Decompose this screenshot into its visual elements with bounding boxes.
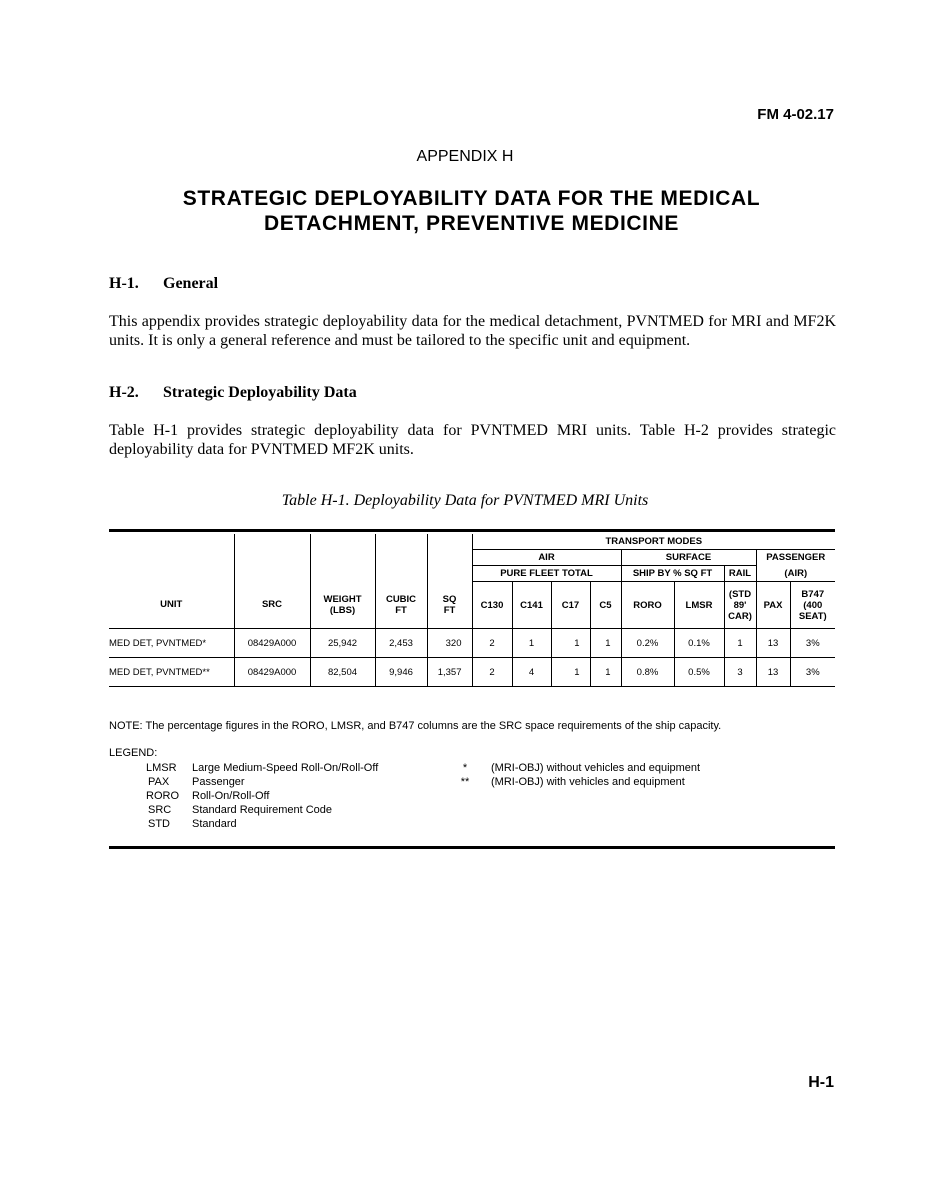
cell-c141: 4 [512, 658, 551, 687]
legend-symbol: ** [460, 776, 470, 788]
section-number: H-2. [109, 384, 139, 401]
col-sqft-line2: FT [443, 604, 456, 616]
legend-symbol: * [462, 762, 468, 774]
legend-def: Passenger [192, 776, 245, 788]
cell-c17: 1 [551, 658, 590, 687]
header-row-2 [109, 550, 835, 566]
legend-def: Standard [192, 818, 237, 830]
pure-fleet-total-header: PURE FLEET TOTAL [472, 566, 621, 582]
col-pax: PAX [756, 582, 790, 629]
legend-abbr: STD [148, 818, 170, 830]
cell-cubic: 9,946 [375, 658, 427, 687]
legend-abbr: PAX [148, 776, 170, 788]
col-unit: UNIT [109, 582, 234, 629]
cell-lmsr: 0.1% [674, 629, 724, 658]
document-number: FM 4-02.17 [757, 106, 834, 123]
col-weight-line2: (LBS) [329, 604, 356, 616]
col-b747-line2: (400 [803, 599, 823, 611]
cell-c141: 1 [512, 629, 551, 658]
transport-modes-header: TRANSPORT MODES [472, 534, 835, 550]
col-weight [310, 582, 375, 629]
header-row-1 [109, 534, 835, 550]
cell-c5: 1 [590, 658, 621, 687]
col-c141: C141 [512, 582, 551, 629]
col-src: SRC [234, 582, 310, 629]
section-heading-general [109, 275, 218, 293]
col-c130: C130 [472, 582, 512, 629]
col-rail [724, 582, 756, 629]
cell-b747: 3% [790, 658, 835, 687]
air-header: AIR [472, 550, 621, 566]
cell-c130: 2 [472, 629, 512, 658]
cell-src: 08429A000 [234, 658, 310, 687]
section-title: Strategic Deployability Data [163, 384, 357, 401]
legend-def: Standard Requirement Code [192, 804, 333, 816]
appendix-title [108, 186, 835, 236]
rail-header: RAIL [724, 566, 756, 582]
col-c17: C17 [551, 582, 590, 629]
appendix-label: APPENDIX H [416, 148, 514, 165]
legend-definitions [192, 761, 378, 831]
legend-symbol-def: (MRI-OBJ) with vehicles and equipment [491, 776, 685, 788]
section-paragraph-general: This appendix provides strategic deployability data for the medical detachment, PVNTMED for MRI and MF2K units. It is only a general reference and must be tailored to the specific unit and equipment. [109, 313, 836, 349]
cell-pax: 13 [756, 629, 790, 658]
table-note: NOTE: The percentage figures in the RORO, LMSR, and B747 columns are the SRC space requirements of the ship capacity. [109, 720, 722, 732]
appendix-title-line2: DETACHMENT, PREVENTIVE MEDICINE [264, 212, 679, 235]
cell-sqft: 320 [427, 629, 472, 658]
legend-def: Roll-On/Roll-Off [192, 790, 270, 802]
table-row [109, 658, 835, 687]
cell-src: 08429A000 [234, 629, 310, 658]
ship-by-sqft-header: SHIP BY % SQ FT [621, 566, 724, 582]
legend-abbreviations [146, 761, 179, 831]
col-c5: C5 [590, 582, 621, 629]
cell-c130: 2 [472, 658, 512, 687]
cell-unit: MED DET, PVNTMED** [109, 658, 234, 687]
legend-abbr: RORO [146, 790, 179, 802]
table-bottom-rule [109, 846, 835, 849]
cell-rail: 1 [724, 629, 756, 658]
col-roro: RORO [621, 582, 674, 629]
section-heading-deployability [109, 384, 357, 402]
cell-sqft: 1,357 [427, 658, 472, 687]
section-number: H-1. [109, 275, 139, 292]
col-weight-line1: WEIGHT [323, 593, 362, 605]
legend-symbol-definitions [491, 761, 700, 789]
section-paragraph-deployability: Table H-1 provides strategic deployability data for PVNTMED MRI units. Table H-2 provides strategic deployability data for PVNTMED MF2K units. [109, 422, 836, 458]
col-sqft-line1: SQ [442, 593, 457, 605]
cell-b747: 3% [790, 629, 835, 658]
col-rail-line3: CAR) [728, 610, 752, 622]
cell-unit: MED DET, PVNTMED* [109, 629, 234, 658]
col-rail-line1: (STD [728, 588, 752, 600]
col-b747 [790, 582, 835, 629]
cell-lmsr: 0.5% [674, 658, 724, 687]
deployability-table [109, 534, 835, 687]
passenger-header-line2: (AIR) [784, 568, 808, 579]
page-number: H-1 [808, 1074, 834, 1091]
col-cubic-line2: FT [395, 604, 407, 616]
legend-label: LEGEND: [109, 747, 158, 759]
cell-roro: 0.8% [621, 658, 674, 687]
header-row-4 [109, 582, 835, 629]
col-rail-line2: 89' [733, 599, 747, 611]
col-lmsr: LMSR [674, 582, 724, 629]
cell-rail: 3 [724, 658, 756, 687]
cell-weight: 25,942 [310, 629, 375, 658]
passenger-header-line1: PASSENGER [766, 552, 826, 563]
legend-abbr: LMSR [146, 762, 177, 774]
legend-symbol-def: (MRI-OBJ) without vehicles and equipment [491, 762, 701, 774]
table-row [109, 629, 835, 658]
table-caption: Table H-1. Deployability Data for PVNTMED MRI Units [281, 492, 649, 509]
legend-def: Large Medium-Speed Roll-On/Roll-Off [192, 762, 379, 774]
cell-pax: 13 [756, 658, 790, 687]
col-cubic [375, 582, 427, 629]
header-row-3 [109, 566, 835, 582]
cell-c17: 1 [551, 629, 590, 658]
legend-abbr: SRC [148, 804, 172, 816]
passenger-header [756, 550, 835, 582]
cell-c5: 1 [590, 629, 621, 658]
col-cubic-line1: CUBIC [385, 593, 417, 605]
cell-cubic: 2,453 [375, 629, 427, 658]
col-b747-line3: SEAT) [798, 610, 827, 622]
section-title: General [163, 275, 219, 292]
legend-symbols [455, 761, 475, 789]
cell-roro: 0.2% [621, 629, 674, 658]
cell-weight: 82,504 [310, 658, 375, 687]
appendix-title-line1: STRATEGIC DEPLOYABILITY DATA FOR THE MEDICAL [182, 187, 761, 210]
col-sqft [427, 582, 472, 629]
col-b747-line1: B747 [801, 588, 825, 600]
surface-header: SURFACE [621, 550, 756, 566]
table-top-rule [109, 529, 835, 532]
